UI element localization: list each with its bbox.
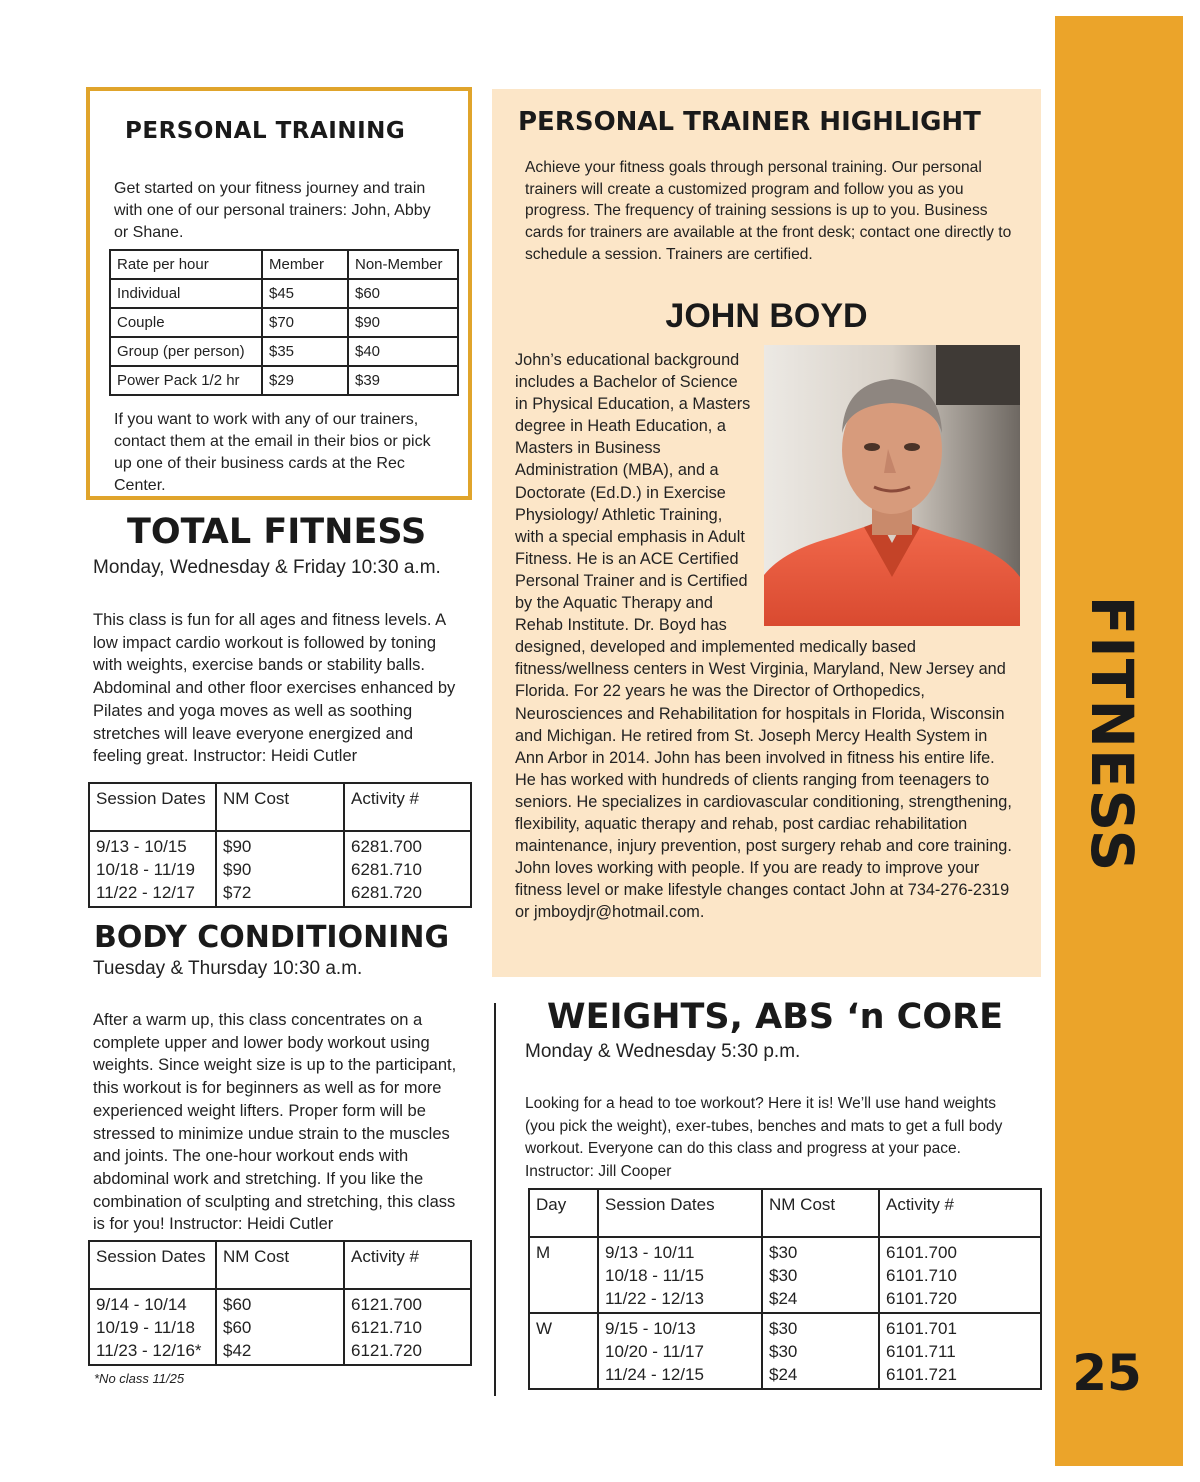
table-header: Member (262, 250, 348, 279)
table-header: Activity # (344, 783, 471, 831)
trainer-highlight-title: PERSONAL TRAINER HIGHLIGHT (518, 107, 981, 137)
table-cell: Power Pack 1/2 hr (110, 366, 262, 395)
total-fitness-table (88, 782, 472, 908)
activity-number: 6121.710 (351, 1318, 422, 1337)
table-row (89, 783, 471, 831)
session-cost: $30 (769, 1342, 798, 1361)
table-header: Session Dates (89, 783, 216, 831)
personal-training-box (86, 87, 472, 500)
table-header: NM Cost (216, 783, 344, 831)
session-date: 9/14 - 10/14 (96, 1295, 187, 1314)
table-cell: Couple (110, 308, 262, 337)
table-cell (216, 831, 344, 907)
table-header: NM Cost (762, 1189, 879, 1237)
table-row (529, 1237, 1041, 1313)
session-date: 10/20 - 11/17 (605, 1342, 704, 1361)
trainer-name: JOHN BOYD (665, 297, 868, 335)
personal-training-outro: If you want to work with any of our trainers, contact them at the email in their bios or pick up one of their business cards at the Rec Center. (114, 411, 431, 494)
table-header: Session Dates (89, 1241, 216, 1289)
table-row (110, 279, 458, 308)
table-row (529, 1189, 1041, 1237)
table-cell (598, 1237, 762, 1313)
trainer-highlight-panel (492, 89, 1041, 977)
table-row (89, 1241, 471, 1289)
table-row (110, 337, 458, 366)
weights-table (528, 1188, 1042, 1390)
personal-training-intro: Get started on your fitness journey and train with one of our personal trainers: John, Abby or Shane. (114, 180, 431, 241)
table-header: NM Cost (216, 1241, 344, 1289)
table-cell: Individual (110, 279, 262, 308)
total-fitness-description: This class is fun for all ages and fitness levels. A low impact cardio workout is followed by toning with weights, exercise bands or stability balls. Abdominal and other floor exercises enhanced by Pilates and yoga moves as well as soothing stretches will leave everyone energized and feeling great. Instructor: Heidi Cutler (93, 611, 456, 766)
table-header: Activity # (879, 1189, 1041, 1237)
table-header: Rate per hour (110, 250, 262, 279)
table-cell (529, 1237, 598, 1313)
session-cost: $30 (769, 1266, 798, 1285)
weights-schedule: Monday & Wednesday 5:30 p.m. (525, 1041, 801, 1062)
body-conditioning-schedule: Tuesday & Thursday 10:30 a.m. (93, 958, 363, 979)
table-cell (89, 1289, 216, 1365)
session-date: 9/15 - 10/13 (605, 1319, 696, 1338)
session-date: 10/19 - 11/18 (96, 1318, 195, 1337)
activity-number: 6101.700 (886, 1243, 957, 1262)
session-cost: $60 (223, 1318, 252, 1337)
table-cell: $60 (348, 279, 458, 308)
activity-number: 6121.700 (351, 1295, 422, 1314)
table-cell: Group (per person) (110, 337, 262, 366)
weights-title: WEIGHTS, ABS ‘n CORE (547, 997, 1003, 1037)
table-row (110, 366, 458, 395)
table-cell: $29 (262, 366, 348, 395)
column-divider (494, 1003, 496, 1396)
session-date: 9/13 - 10/11 (605, 1243, 695, 1262)
table-cell (598, 1313, 762, 1389)
activity-number: 6281.720 (351, 883, 422, 902)
table-cell (762, 1237, 879, 1313)
activity-number: 6281.700 (351, 837, 422, 856)
session-cost: $30 (769, 1319, 798, 1338)
session-cost: $42 (223, 1341, 252, 1360)
session-cost: $90 (223, 860, 252, 879)
footnote: *No class 11/25 (94, 1371, 185, 1386)
total-fitness-schedule: Monday, Wednesday & Friday 10:30 a.m. (93, 557, 441, 578)
day-label: W (536, 1319, 553, 1338)
session-cost: $30 (769, 1243, 798, 1262)
table-cell (529, 1313, 598, 1389)
rate-table (109, 249, 459, 396)
table-header: Non-Member (348, 250, 458, 279)
table-cell (762, 1313, 879, 1389)
table-cell (879, 1313, 1041, 1389)
activity-number: 6101.720 (886, 1289, 957, 1308)
table-header: Activity # (344, 1241, 471, 1289)
trainer-highlight-intro: Achieve your fitness goals through personal training. Our personal trainers will create a customized program and follow you as you progress. The frequency of training sessions is up to you. Business cards for trainers are available at the front desk; contact one directly to schedule a session. Trainers are certified. (525, 159, 1012, 263)
table-row (110, 308, 458, 337)
table-cell (879, 1237, 1041, 1313)
activity-number: 6101.701 (886, 1319, 957, 1338)
table-row (89, 831, 471, 907)
day-label: M (536, 1243, 551, 1262)
total-fitness-title: TOTAL FITNESS (127, 512, 427, 552)
session-date: 9/13 - 10/15 (96, 837, 187, 856)
table-cell: $70 (262, 308, 348, 337)
trainer-bio (515, 349, 1015, 923)
body-conditioning-title: BODY CONDITIONING (94, 920, 450, 955)
table-cell: $45 (262, 279, 348, 308)
table-cell: $90 (348, 308, 458, 337)
table-cell: $40 (348, 337, 458, 366)
photo-float-spacer (759, 349, 1015, 631)
table-row (529, 1313, 1041, 1389)
section-title: FITNESS (1078, 595, 1146, 873)
activity-number: 6101.710 (886, 1266, 957, 1285)
session-cost: $24 (769, 1365, 798, 1384)
activity-number: 6101.711 (886, 1342, 956, 1361)
table-cell: $39 (348, 366, 458, 395)
activity-number: 6121.720 (351, 1341, 422, 1360)
session-cost: $60 (223, 1295, 252, 1314)
page-number: 25 (1072, 1344, 1142, 1402)
session-date: 11/23 - 12/16* (96, 1341, 202, 1360)
personal-training-title: PERSONAL TRAINING (125, 118, 406, 144)
session-date: 11/24 - 12/15 (605, 1365, 704, 1384)
table-header: Day (529, 1189, 598, 1237)
session-cost: $72 (223, 883, 252, 902)
table-cell (344, 1289, 471, 1365)
trainer-bio-text: John’s educational background includes a Bachelor of Science in Physical Education, a Masters degree in Heath Education, a Masters in Business Administration (MBA), and a Doctorate (Ed.D.) in Exercise Physiology/ Athletic Training, with a special emphasis in Adult Fitness. He is an ACE Certified Personal Trainer and is Certified by the Aquatic Therapy and Rehab Institute. Dr. Boyd has designed, developed and implemented medically based fitness/wellness centers in West Virginia, Maryland, New Jersey and Florida. For 22 years he was the Director of Orthopedics, Neurosciences and Rehabilitation for hospitals in Florida, Wisconsin and Michigan. He retired from St. Joseph Mercy Health System in Ann Arbor in 2014. John has been involved in fitness his entire life. He has worked with hundreds of clients ranging from teenagers to seniors. He specializes in cardiovascular conditioning, strengthening, flexibility, aquatic therapy and rehab, post cardiac rehabilitation maintenance, injury prevention, post surgery rehab and core training. John loves working with people. If you are ready to improve your fitness level or make lifestyle changes contact John at 734-276-2319 or jmboydjr@hotmail.com. (515, 351, 1012, 922)
activity-number: 6281.710 (351, 860, 422, 879)
table-row (110, 250, 458, 279)
table-cell (89, 831, 216, 907)
session-date: 10/18 - 11/15 (605, 1266, 704, 1285)
session-cost: $24 (769, 1289, 798, 1308)
table-cell: $35 (262, 337, 348, 366)
weights-description: Looking for a head to toe workout? Here it is! We’ll use hand weights (you pick the weight), exer-tubes, benches and mats to get a full body workout. Everyone can do this class and progress at your pace. Instructor: Jill Cooper (525, 1095, 1003, 1180)
session-cost: $90 (223, 837, 252, 856)
session-date: 10/18 - 11/19 (96, 860, 195, 879)
body-conditioning-description: After a warm up, this class concentrates on a complete upper and lower body workout using weights. Since weight size is up to the participant, this workout is for beginners as well as for more experienced weight lifters. Proper form will be stressed to minimize undue strain to the muscles and joints. The one-hour workout ends with abdominal work and stretching. If you like the combination of sculpting and stretching, this class is for you! Instructor: Heidi Cutler (93, 1011, 457, 1234)
table-header: Session Dates (598, 1189, 762, 1237)
table-cell (216, 1289, 344, 1365)
table-cell (344, 831, 471, 907)
activity-number: 6101.721 (886, 1365, 957, 1384)
body-conditioning-table (88, 1240, 472, 1366)
session-date: 11/22 - 12/13 (605, 1289, 704, 1308)
table-row (89, 1289, 471, 1365)
session-date: 11/22 - 12/17 (96, 883, 195, 902)
